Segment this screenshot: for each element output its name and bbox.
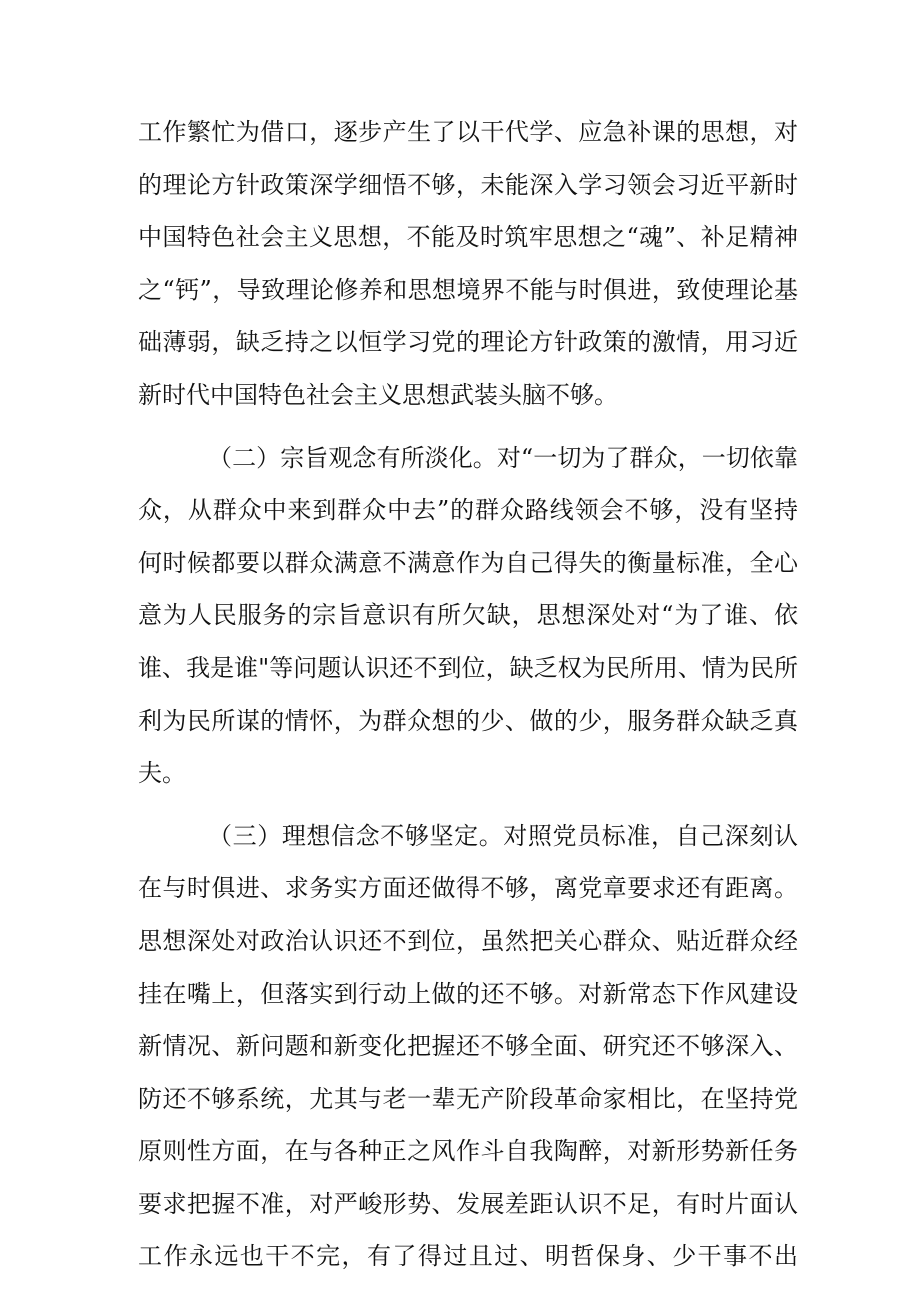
paragraph-1 xyxy=(138,106,798,422)
text-line: 要求把握不准，对严峻形势、发展差距认识不足，有时片面认 xyxy=(138,1189,798,1218)
text-line: 挂在嘴上，但落实到行动上做的还不够。对新常态下作风建设 xyxy=(138,979,798,1008)
text-line: 工作繁忙为借口，逐步产生了以干代学、应急补课的思想，对 xyxy=(138,118,798,146)
text-line: 防还不够系统，尤其与老一辈无产阶段革命家相比，在坚持党 xyxy=(138,1084,798,1113)
text-line: 谁、我是谁"等问题认识还不到位，缺乏权为民所用、情为民所 xyxy=(138,653,798,682)
text-line: 思想深处对政治认识还不到位，虽然把关心群众、贴近群众经 xyxy=(138,926,798,955)
body-text xyxy=(138,106,798,1283)
paragraph-spacer xyxy=(138,422,798,432)
text-line: 工作永远也干不完，有了得过且过、明哲保身、少干事不出 xyxy=(138,1242,798,1271)
text-line: 在与时俱进、求务实方面还做得不够，离党章要求还有距离。 xyxy=(138,874,798,903)
text-line: 原则性方面，在与各种正之风作斗自我陶醉，对新形势新任务 xyxy=(138,1137,798,1166)
paragraph-2 xyxy=(138,432,798,800)
text-line: （二）宗旨观念有所淡化。对“一切为了群众，一切依靠 xyxy=(208,443,798,472)
text-line: 何时候都要以群众满意不满意作为自己得失的衡量标准，全心 xyxy=(138,548,798,577)
paragraph-3 xyxy=(138,810,798,1283)
text-line: 新情况、新问题和新变化把握还不够全面、研究还不够深入、 xyxy=(138,1032,798,1061)
text-line: 新时代中国特色社会主义思想武装头脑不够。 xyxy=(138,380,618,409)
text-line: 夫。 xyxy=(138,759,186,788)
text-line: 利为民所谋的情怀，为群众想的少、做的少，服务群众缺乏真 xyxy=(138,706,798,735)
text-line: 意为人民服务的宗旨意识有所欠缺，思想深处对“为了谁、依 xyxy=(138,601,798,630)
text-line: 的理论方针政策深学细悟不够，未能深入学习领会习近平新时 xyxy=(138,170,798,199)
paragraph-spacer xyxy=(138,800,798,810)
text-line: （三）理想信念不够坚定。对照党员标准，自己深刻认 xyxy=(208,821,798,850)
text-line: 础薄弱，缺乏持之以恒学习党的理论方针政策的激情，用习近 xyxy=(138,328,798,357)
text-line: 众，从群众中来到群众中去”的群众路线领会不够，没有坚持 xyxy=(138,496,798,525)
text-line: 中国特色社会主义思想，不能及时筑牢思想之“魂”、补足精神 xyxy=(138,223,798,252)
text-line: 之“钙”，导致理论修养和思想境界不能与时俱进，致使理论基 xyxy=(138,275,798,304)
